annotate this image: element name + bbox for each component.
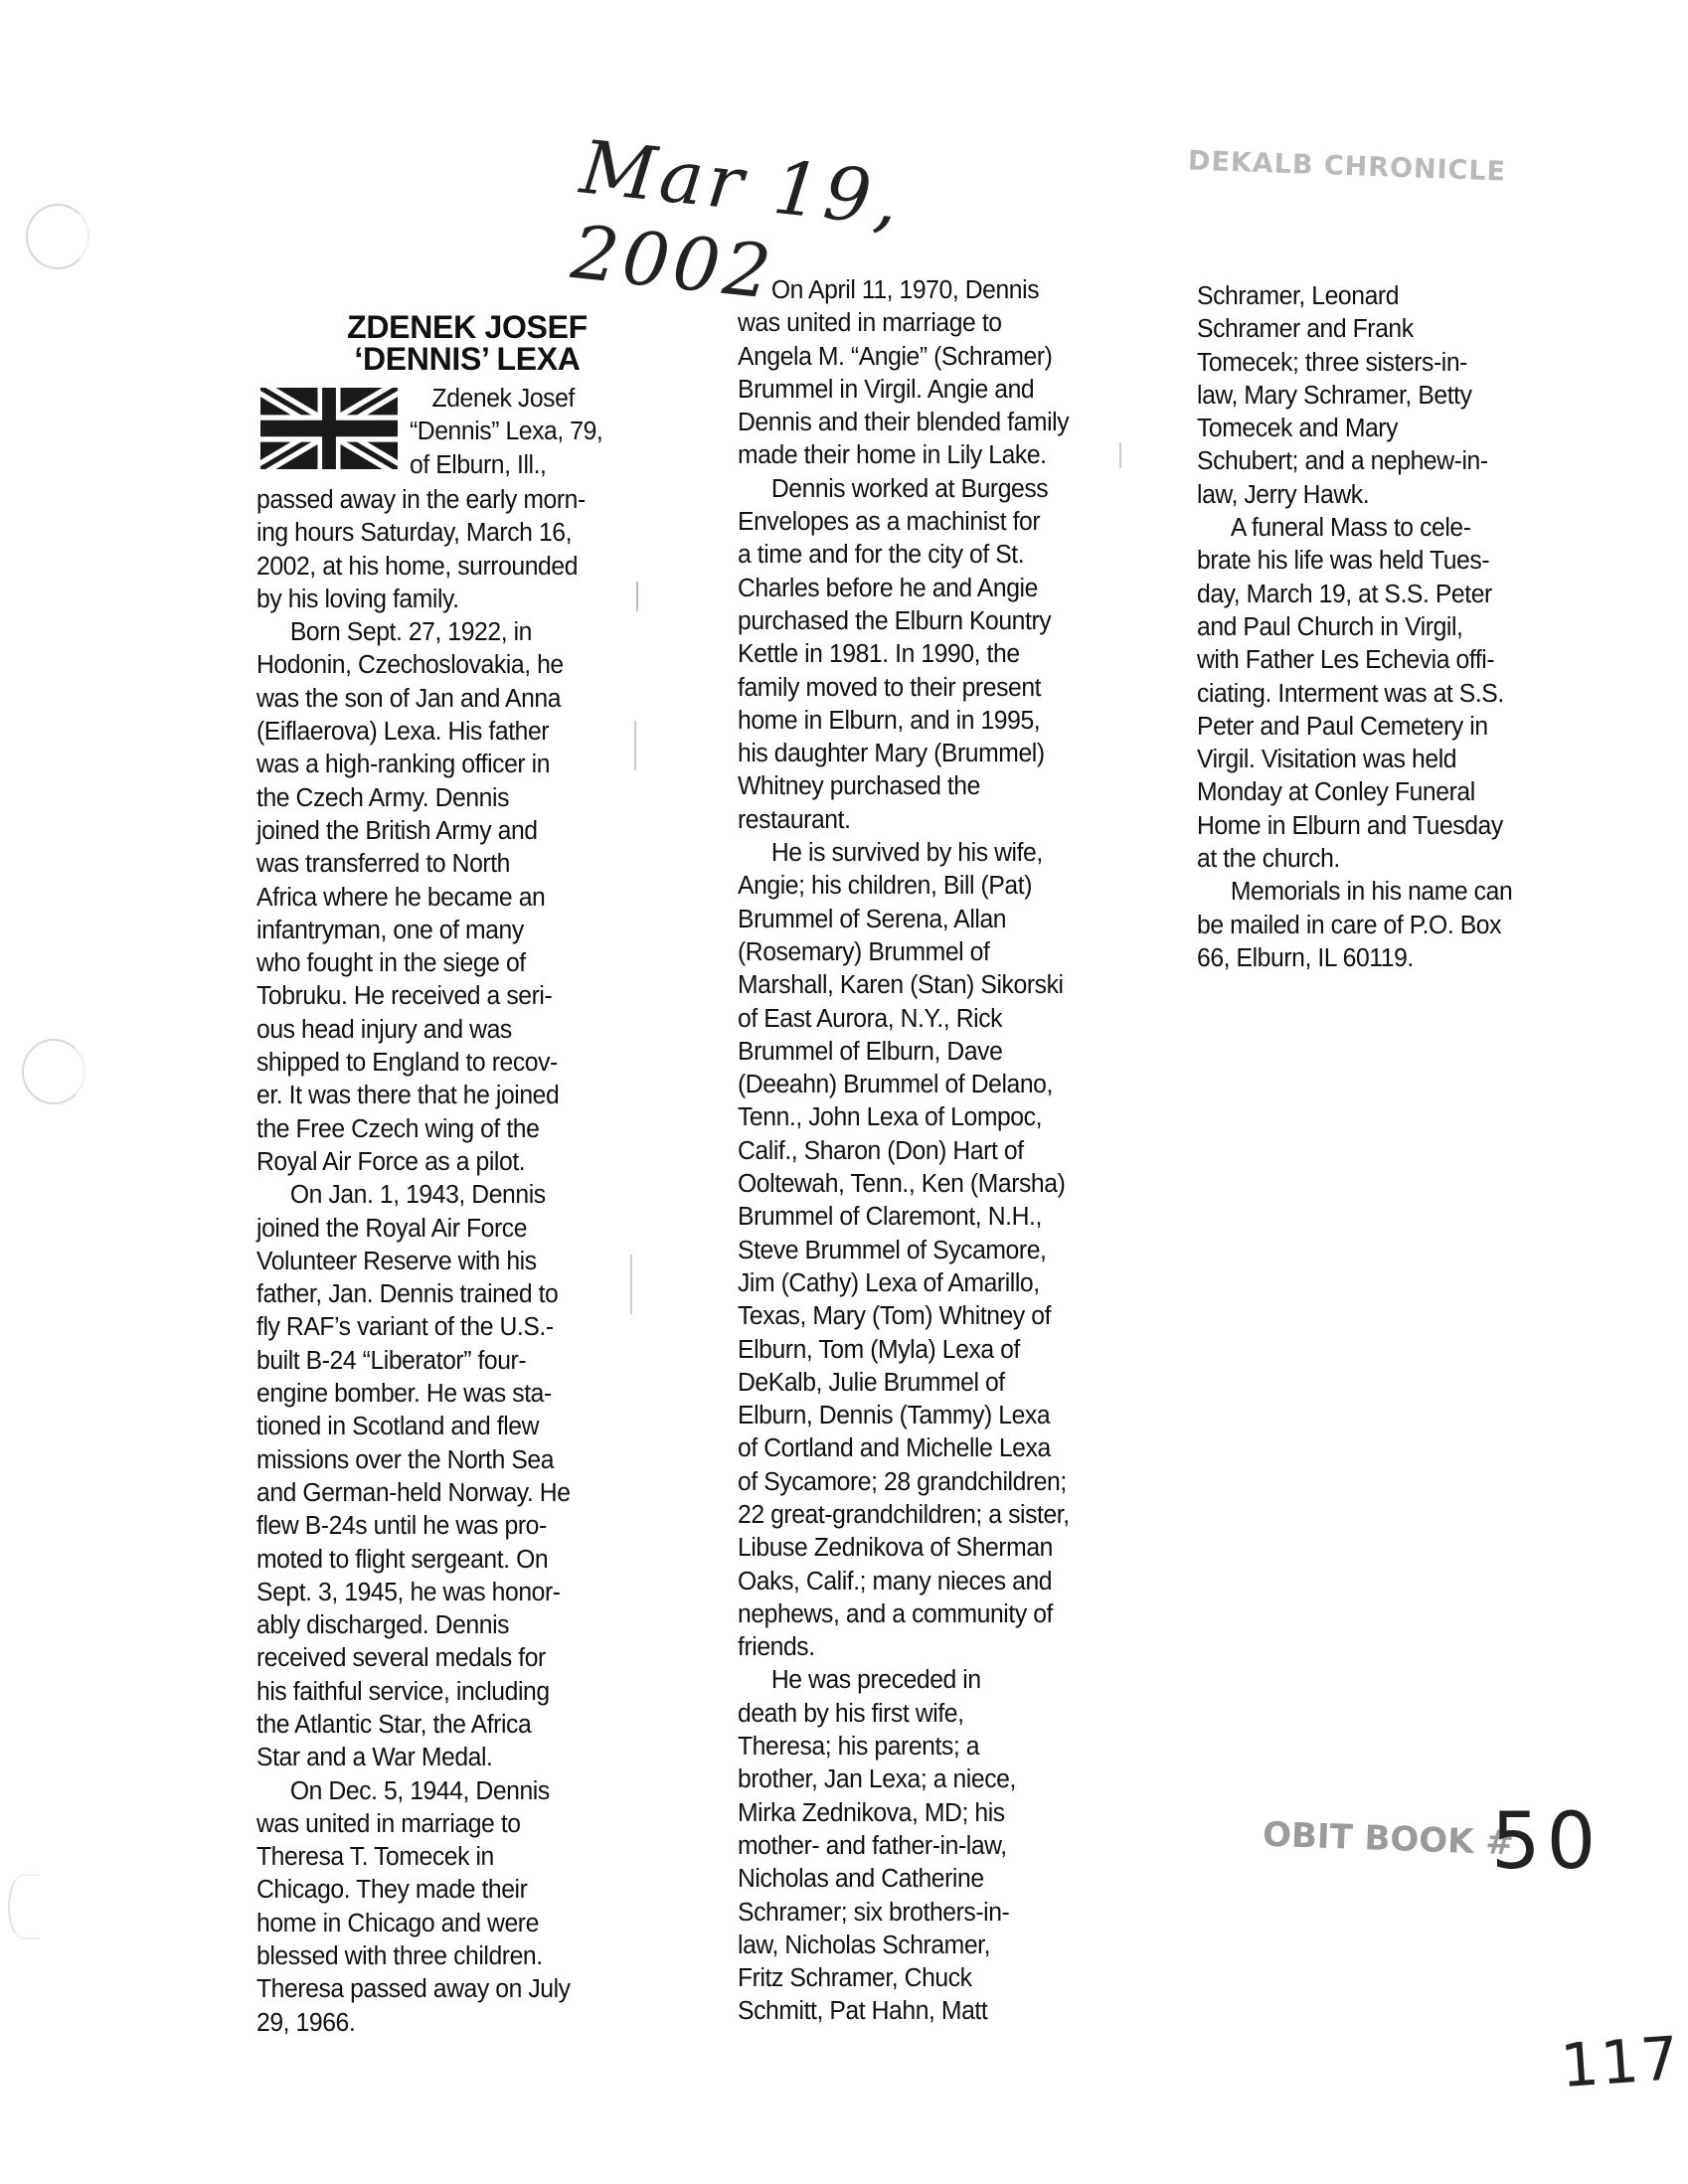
scan-speck	[630, 1255, 632, 1314]
text-line: Oaks, Calif.; many nieces and	[738, 1565, 1053, 1596]
text-line: ing hours Saturday, March 16,	[256, 517, 573, 548]
text-line: who fought in the siege of	[256, 947, 526, 978]
text-line: 22 great-grandchildren; a sister,	[738, 1498, 1070, 1529]
text-line: Virgil. Visitation was held	[1197, 744, 1457, 774]
text-line: moted to flight sergeant. On	[256, 1543, 549, 1574]
text-line: Schubert; and a nephew-in-	[1197, 445, 1488, 476]
text-line: blessed with three children.	[256, 1940, 543, 1971]
text-line: joined the British Army and	[256, 814, 538, 845]
text-line: home in Elburn, and in 1995,	[738, 704, 1041, 735]
text-line: ably discharged. Dennis	[256, 1609, 510, 1640]
text-line: mother- and father-in-law,	[738, 1829, 1007, 1860]
intro-line: of Elburn, Ill.,	[410, 448, 547, 479]
text-line: his daughter Mary (Brummel)	[738, 738, 1045, 768]
text-line: infantryman, one of many	[256, 914, 524, 944]
text-line: of Cortland and Michelle Lexa	[738, 1432, 1051, 1463]
text-line: Monday at Conley Funeral	[1197, 776, 1475, 807]
text-line: Brummel of Claremont, N.H.,	[738, 1201, 1042, 1232]
intro-line: “Dennis” Lexa, 79,	[410, 416, 603, 446]
text-line: Dennis and their blended family	[738, 407, 1070, 437]
text-line: (Rosemary) Brummel of	[738, 935, 990, 966]
text-line: was united in marriage to	[738, 307, 1002, 338]
text-line: DeKalb, Julie Brummel of	[738, 1366, 1005, 1397]
text-line: engine bomber. He was sta-	[256, 1378, 552, 1409]
scan-speck	[636, 582, 638, 611]
text-line: Schramer and Frank	[1197, 313, 1414, 344]
text-line: with Father Les Echevia offi-	[1197, 644, 1495, 675]
text-line: He was preceded in	[770, 1664, 981, 1695]
text-line: ous head injury and was	[256, 1013, 512, 1044]
text-line: shipped to England to recov-	[256, 1047, 558, 1078]
text-line: On April 11, 1970, Dennis	[770, 274, 1040, 304]
text-line: passed away in the early morn-	[256, 484, 586, 514]
text-line: a time and for the city of St.	[738, 539, 1025, 570]
obit-book-stamp: OBIT BOOK #	[1262, 1814, 1515, 1864]
text-line: Sept. 3, 1945, he was honor-	[256, 1576, 561, 1606]
text-line: Tomecek and Mary	[1197, 413, 1399, 443]
text-line: Star and a War Medal.	[256, 1742, 493, 1772]
newspaper-stamp: DEKALB CHRONICLE	[1187, 145, 1507, 188]
text-line: Brummel of Elburn, Dave	[738, 1035, 1003, 1066]
text-line: Schmitt, Pat Hahn, Matt	[738, 1995, 988, 2026]
text-line: Elburn, Dennis (Tammy) Lexa	[738, 1400, 1051, 1430]
text-line: was the son of Jan and Anna	[256, 682, 562, 713]
text-line: Tenn., John Lexa of Lompoc,	[738, 1101, 1043, 1132]
obit-book-number: 50	[1491, 1797, 1603, 1887]
text-line: at the church.	[1197, 843, 1340, 874]
text-line: Hodonin, Czechoslovakia, he	[256, 649, 564, 680]
obituary-headline	[313, 311, 621, 375]
text-line: Steve Brummel of Sycamore,	[738, 1234, 1047, 1264]
punch-hole-top	[26, 204, 89, 269]
scan-speck	[634, 721, 636, 770]
intro-line: Zdenek Josef	[431, 383, 575, 413]
scan-speck	[1119, 442, 1121, 468]
text-line: Elburn, Tom (Myla) Lexa of	[738, 1333, 1020, 1364]
obituary-intro	[410, 382, 602, 481]
text-line: Libuse Zednikova of Sherman	[738, 1532, 1054, 1563]
text-line: Angela M. “Angie” (Schramer)	[738, 340, 1053, 371]
text-line: was transferred to North	[256, 848, 511, 879]
text-line: father, Jan. Dennis trained to	[256, 1278, 559, 1309]
text-line: A funeral Mass to cele-	[1230, 512, 1471, 543]
page-number-handwritten: 117	[1558, 2023, 1683, 2102]
text-line: er. It was there that he joined	[256, 1080, 560, 1110]
text-line: Schramer; six brothers-in-	[738, 1896, 1010, 1927]
text-line: Royal Air Force as a pilot.	[256, 1145, 526, 1176]
text-line: of Sycamore; 28 grandchildren;	[738, 1465, 1067, 1496]
text-line: Memorials in his name can	[1230, 876, 1513, 907]
text-line: brother, Jan Lexa; a niece,	[738, 1764, 1016, 1794]
text-line: He is survived by his wife,	[770, 837, 1043, 868]
text-line: Tobruku. He received a seri-	[256, 980, 553, 1011]
text-line: Fritz Schramer, Chuck	[738, 1962, 972, 1993]
text-line: of East Aurora, N.Y., Rick	[738, 1002, 1003, 1033]
punch-hole-middle	[22, 1039, 85, 1104]
text-line: brate his life was held Tues-	[1197, 545, 1490, 576]
text-line: ciating. Interment was at S.S.	[1197, 677, 1504, 708]
text-line: (Eiflaerova) Lexa. His father	[256, 716, 550, 747]
text-line: built B-24 “Liberator” four-	[256, 1344, 527, 1375]
text-line: missions over the North Sea	[256, 1443, 555, 1474]
text-line: Home in Elburn and Tuesday	[1197, 809, 1503, 840]
text-line: Dennis worked at Burgess	[770, 472, 1049, 503]
text-line: Envelopes as a machinist for	[738, 506, 1041, 537]
text-line: purchased the Elburn Kountry	[738, 604, 1052, 635]
text-line: Theresa passed away on July	[256, 1973, 571, 2004]
obituary-column-1	[256, 483, 586, 2039]
text-line: Angie; his children, Bill (Pat)	[738, 870, 1033, 901]
text-line: friends.	[738, 1631, 815, 1662]
text-line: Jim (Cathy) Lexa of Amarillo,	[738, 1266, 1040, 1297]
text-line: Theresa; his parents; a	[738, 1731, 980, 1762]
text-line: be mailed in care of P.O. Box	[1197, 909, 1502, 939]
text-line: Whitney purchased the	[738, 770, 980, 801]
text-line: Ooltewah, Tenn., Ken (Marsha)	[738, 1168, 1066, 1199]
text-line: Chicago. They made their	[256, 1874, 528, 1905]
text-line: fly RAF’s variant of the U.S.-	[256, 1311, 554, 1342]
text-line: the Atlantic Star, the Africa	[256, 1708, 532, 1739]
text-line: made their home in Lily Lake.	[738, 439, 1047, 470]
text-line: Brummel in Virgil. Angie and	[738, 373, 1035, 404]
text-line: death by his first wife,	[738, 1697, 964, 1728]
text-line: his faithful service, including	[256, 1675, 550, 1706]
text-line: by his loving family.	[256, 583, 459, 613]
text-line: nephews, and a community of	[738, 1597, 1053, 1628]
text-line: day, March 19, at S.S. Peter	[1197, 578, 1492, 608]
handwritten-date-text: Mar 19, 2002	[568, 124, 907, 316]
text-line: Theresa T. Tomecek in	[256, 1841, 494, 1872]
text-line: Kettle in 1981. In 1990, the	[738, 638, 1020, 669]
text-line: (Deeahn) Brummel of Delano,	[738, 1069, 1053, 1099]
text-line: flew B-24s until he was pro-	[256, 1510, 547, 1541]
text-line: On Dec. 5, 1944, Dennis	[289, 1774, 550, 1805]
text-line: Volunteer Reserve with his	[256, 1245, 537, 1275]
text-line: home in Chicago and were	[256, 1907, 539, 1937]
text-line: was united in marriage to	[256, 1807, 521, 1838]
text-line: Peter and Paul Cemetery in	[1197, 710, 1488, 741]
text-line: Schramer, Leonard	[1197, 280, 1400, 310]
text-line: law, Jerry Hawk.	[1197, 478, 1370, 509]
text-line: the Free Czech wing of the	[256, 1112, 540, 1143]
punch-hole-bottom	[8, 1874, 40, 1939]
text-line: family moved to their present	[738, 671, 1042, 702]
text-line: Tomecek; three sisters-in-	[1197, 346, 1467, 377]
text-line: and Paul Church in Virgil,	[1197, 610, 1463, 641]
text-line: Marshall, Karen (Stan) Sikorski	[738, 969, 1064, 1000]
text-line: tioned in Scotland and flew	[256, 1411, 540, 1441]
text-line: Mirka Zednikova, MD; his	[738, 1796, 1005, 1827]
text-line: restaurant.	[738, 803, 851, 834]
text-line: On Jan. 1, 1943, Dennis	[289, 1179, 546, 1210]
text-line: the Czech Army. Dennis	[256, 781, 510, 812]
text-line: 66, Elburn, IL 60119.	[1197, 941, 1414, 972]
headline-line-2: ‘DENNIS’ LEXA	[354, 341, 581, 377]
union-jack-flag-icon	[260, 388, 398, 469]
text-line: law, Nicholas Schramer,	[738, 1929, 991, 1959]
text-line: Charles before he and Angie	[738, 572, 1038, 602]
text-line: Texas, Mary (Tom) Whitney of	[738, 1300, 1052, 1331]
text-line: joined the Royal Air Force	[256, 1212, 528, 1243]
text-line: 29, 1966.	[256, 2006, 356, 2037]
text-line: received several medals for	[256, 1642, 546, 1673]
text-line: 2002, at his home, surrounded	[256, 550, 579, 581]
text-line: was a high-ranking officer in	[256, 749, 551, 779]
obituary-column-2	[738, 273, 1070, 2028]
text-line: Calif., Sharon (Don) Hart of	[738, 1134, 1024, 1165]
text-line: Nicholas and Catherine	[738, 1863, 984, 1894]
text-line: Brummel of Serena, Allan	[738, 903, 1007, 933]
text-line: and German-held Norway. He	[256, 1476, 571, 1507]
obituary-column-3	[1197, 279, 1512, 974]
headline-line-1: ZDENEK JOSEF	[347, 309, 588, 345]
text-line: Born Sept. 27, 1922, in	[289, 616, 532, 647]
text-line: Africa where he became an	[256, 881, 546, 912]
text-line: law, Mary Schramer, Betty	[1197, 379, 1472, 410]
